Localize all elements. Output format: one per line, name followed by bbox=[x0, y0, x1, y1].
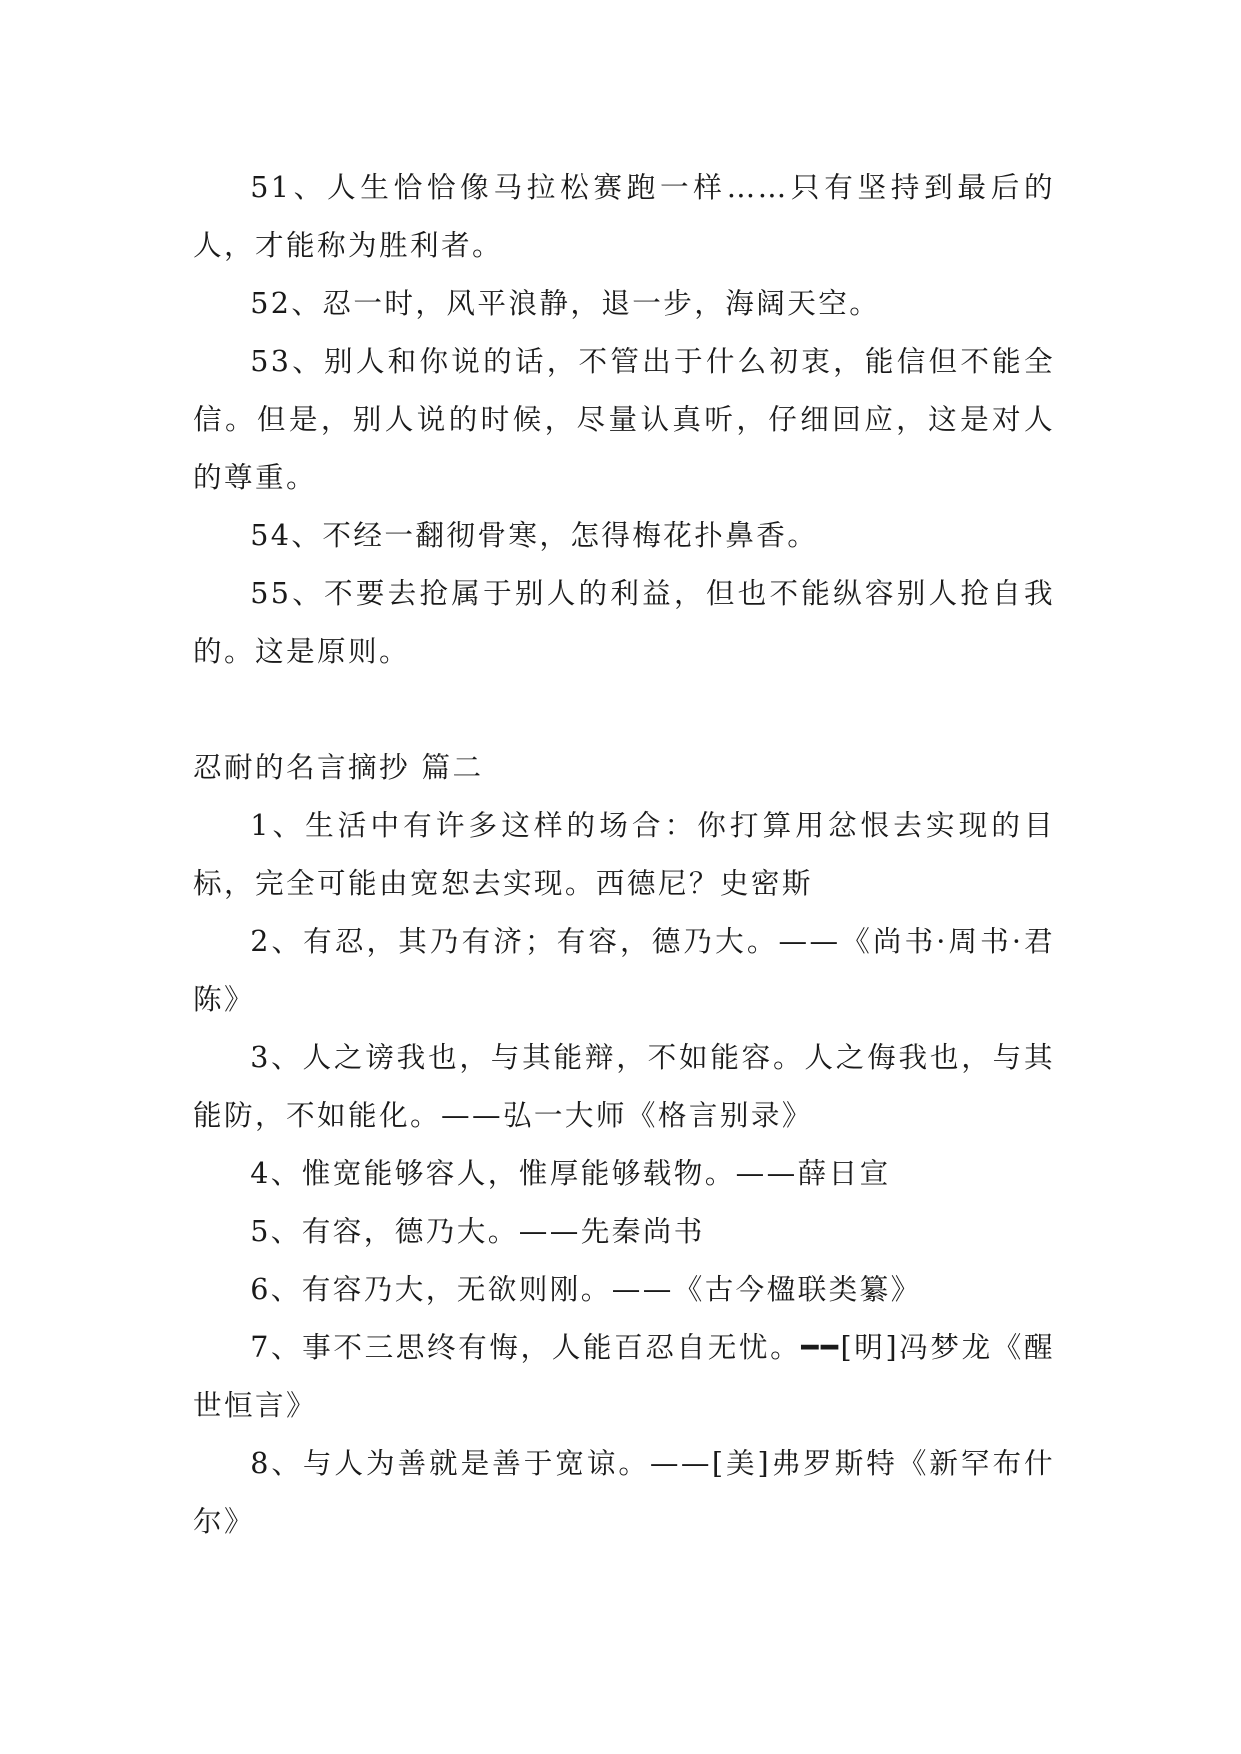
paragraph: 55、不要去抢属于别人的利益，但也不能纵容别人抢自我的。这是原则。 bbox=[193, 576, 1055, 668]
paragraph: 4、惟宽能够容人，惟厚能够载物。——薛日宣 bbox=[250, 1156, 891, 1190]
document-page bbox=[193, 158, 1055, 1550]
paragraph: 7、事不三思终有悔，人能百忍自无忧。━━[明]冯梦龙《醒世恒言》 bbox=[193, 1330, 1055, 1422]
paragraph: 53、别人和你说的话，不管出于什么初衷，能信但不能全信。但是，别人说的时候，尽量认真听，仔细回应，这是对人的尊重。 bbox=[193, 344, 1055, 494]
paragraph: 5、有容，德乃大。——先秦尚书 bbox=[250, 1214, 705, 1248]
paragraph: 6、有容乃大，无欲则刚。——《古今楹联类纂》 bbox=[250, 1272, 922, 1306]
paragraph: 2、有忍，其乃有济；有容，德乃大。——《尚书·周书·君陈》 bbox=[193, 924, 1055, 1016]
section-heading: 忍耐的名言摘抄 篇二 bbox=[193, 750, 484, 784]
paragraph: 1、生活中有许多这样的场合：你打算用忿恨去实现的目标，完全可能由宽恕去实现。西德尼？史密斯 bbox=[193, 808, 1055, 900]
paragraph: 51、人生恰恰像马拉松赛跑一样……只有坚持到最后的人，才能称为胜利者。 bbox=[193, 170, 1055, 262]
paragraph: 3、人之谤我也，与其能辩，不如能容。人之侮我也，与其能防，不如能化。——弘一大师《格言别录》 bbox=[193, 1040, 1055, 1132]
paragraph: 54、不经一翻彻骨寒，怎得梅花扑鼻香。 bbox=[250, 518, 819, 552]
paragraph: 52、忍一时，风平浪静，退一步，海阔天空。 bbox=[250, 286, 881, 320]
paragraph: 8、与人为善就是善于宽谅。——[美]弗罗斯特《新罕布什尔》 bbox=[193, 1446, 1055, 1538]
